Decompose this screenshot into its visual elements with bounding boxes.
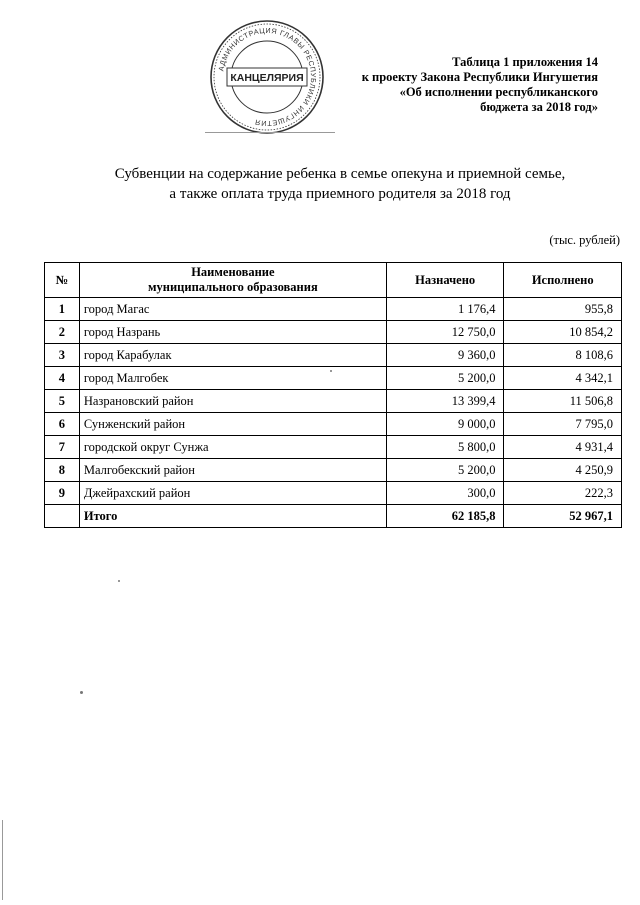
header-note (298, 55, 598, 115)
row-name: город Карабулак (79, 344, 386, 367)
header-name-line: Наименование (191, 265, 275, 279)
row-name: Малгобекский район (79, 459, 386, 482)
table-row (45, 367, 622, 390)
row-name: Назрановский район (79, 390, 386, 413)
scan-artifact-line (2, 820, 3, 900)
scan-artifact-line (205, 132, 335, 133)
scan-speck (80, 691, 83, 694)
row-assigned: 12 750,0 (386, 321, 504, 344)
header-num: № (45, 263, 80, 298)
row-assigned: 13 399,4 (386, 390, 504, 413)
table-row (45, 413, 622, 436)
table-row (45, 482, 622, 505)
table-header-row (45, 263, 622, 298)
row-assigned: 300,0 (386, 482, 504, 505)
row-name: городской округ Сунжа (79, 436, 386, 459)
row-num: 8 (45, 459, 80, 482)
table-row (45, 459, 622, 482)
table-row (45, 344, 622, 367)
table-row (45, 298, 622, 321)
row-num: 3 (45, 344, 80, 367)
row-executed: 4 342,1 (504, 367, 622, 390)
row-assigned: 5 800,0 (386, 436, 504, 459)
row-num: 7 (45, 436, 80, 459)
row-executed: 7 795,0 (504, 413, 622, 436)
row-assigned: 5 200,0 (386, 459, 504, 482)
row-executed: 8 108,6 (504, 344, 622, 367)
row-executed: 11 506,8 (504, 390, 622, 413)
row-assigned: 9 360,0 (386, 344, 504, 367)
total-assigned: 62 185,8 (386, 505, 504, 528)
header-note-line: бюджета за 2018 год» (480, 100, 598, 114)
header-executed: Исполнено (504, 263, 622, 298)
row-num: 2 (45, 321, 80, 344)
row-assigned: 9 000,0 (386, 413, 504, 436)
header-note-line: «Об исполнении республиканского (399, 85, 598, 99)
row-num: 9 (45, 482, 80, 505)
header-note-line: Таблица 1 приложения 14 (452, 55, 598, 69)
table-row (45, 321, 622, 344)
row-num: 1 (45, 298, 80, 321)
header-note-line: к проекту Закона Республики Ингушетия (361, 70, 598, 84)
row-assigned: 5 200,0 (386, 367, 504, 390)
row-executed: 4 931,4 (504, 436, 622, 459)
header-name-line: муниципального образования (148, 280, 318, 294)
row-executed: 222,3 (504, 482, 622, 505)
units-label: (тыс. рублей) (549, 233, 620, 247)
subventions-table (44, 262, 622, 528)
row-assigned: 1 176,4 (386, 298, 504, 321)
total-executed: 52 967,1 (504, 505, 622, 528)
row-name: город Магас (79, 298, 386, 321)
header-assigned: Назначено (386, 263, 504, 298)
row-executed: 10 854,2 (504, 321, 622, 344)
scan-speck (330, 370, 332, 372)
title-line: а также оплата труда приемного родителя за 2018 год (169, 186, 511, 202)
table-row (45, 436, 622, 459)
title-line: Субвенции на содержание ребенка в семье опекуна и приемной семье, (114, 166, 566, 182)
document-title (60, 164, 620, 204)
row-name: город Малгобек (79, 367, 386, 390)
row-name: Сунженский район (79, 413, 386, 436)
row-num: 5 (45, 390, 80, 413)
header-name (79, 263, 386, 298)
scan-speck (118, 580, 120, 582)
row-num: 4 (45, 367, 80, 390)
row-executed: 4 250,9 (504, 459, 622, 482)
total-num-cell (45, 505, 80, 528)
total-label: Итого (79, 505, 386, 528)
row-name: Джейрахский район (79, 482, 386, 505)
row-name: город Назрань (79, 321, 386, 344)
table-total-row (45, 505, 622, 528)
row-num: 6 (45, 413, 80, 436)
seal-ring-text: АДМИНИСТРАЦИЯ ГЛАВЫ РЕСПУБЛИКИ ИНГУШЕТИЯ (216, 25, 319, 129)
row-executed: 955,8 (504, 298, 622, 321)
table-row (45, 390, 622, 413)
seal-center-text: КАНЦЕЛЯРИЯ (230, 72, 304, 84)
